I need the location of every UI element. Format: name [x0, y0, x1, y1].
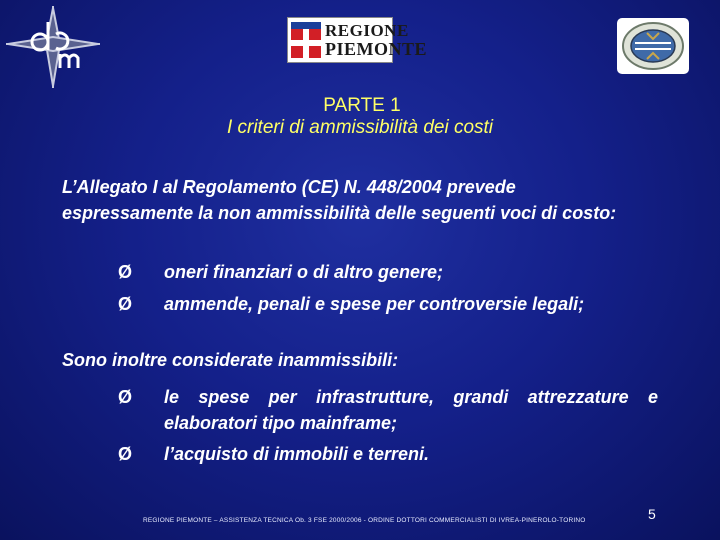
intro-paragraph: L’Allegato I al Regolamento (CE) N. 448/2004 prevede espressamente la non ammissibilità delle seguenti voci di costo:: [62, 177, 617, 223]
second-intro-paragraph: Sono inoltre considerate inammissibili:: [62, 350, 399, 370]
arrow-bullet-icon: Ø: [118, 444, 133, 464]
page-number: 5: [648, 506, 656, 522]
list-item: [118, 259, 658, 285]
slide-title: [0, 95, 720, 139]
slide-footer: REGIONE PIEMONTE – ASSISTENZA TECNICA Ob. 3 FSE 2000/2006 - ORDINE DOTTORI COMMERCIALISTI DI IVREA-PINEROLO-TORINO: [143, 517, 586, 524]
arrow-bullet-icon: Ø: [118, 262, 133, 282]
title-line-2: I criteri di ammissibilità dei costi: [226, 117, 494, 138]
regione-logo-line2: PIEMONTE: [325, 39, 428, 59]
list-item: [118, 291, 658, 317]
list-item: [118, 441, 658, 467]
regione-piemonte-logo: [287, 17, 428, 63]
list-item-text: oneri finanziari o di altro genere;: [164, 262, 444, 282]
arrow-bullet-icon: Ø: [118, 387, 133, 407]
seal-logo: [617, 18, 689, 74]
arrow-bullet-icon: Ø: [118, 294, 133, 314]
list-item-text: l’acquisto di immobili e terreni.: [164, 444, 430, 464]
list-item-text: le spese per infrastrutture, grandi attrezzature e elaboratori tipo mainframe;: [164, 387, 658, 433]
title-line-1: PARTE 1: [323, 95, 401, 116]
piemonte-flag-icon: [291, 22, 321, 58]
list-item-text: ammende, penali e spese per controversie legali;: [164, 294, 585, 314]
dcm-compass-logo-icon: [4, 4, 102, 90]
regione-logo-line1: REGIONE: [325, 21, 409, 40]
seal-logo-icon: [621, 21, 685, 71]
list-item: [118, 384, 658, 436]
